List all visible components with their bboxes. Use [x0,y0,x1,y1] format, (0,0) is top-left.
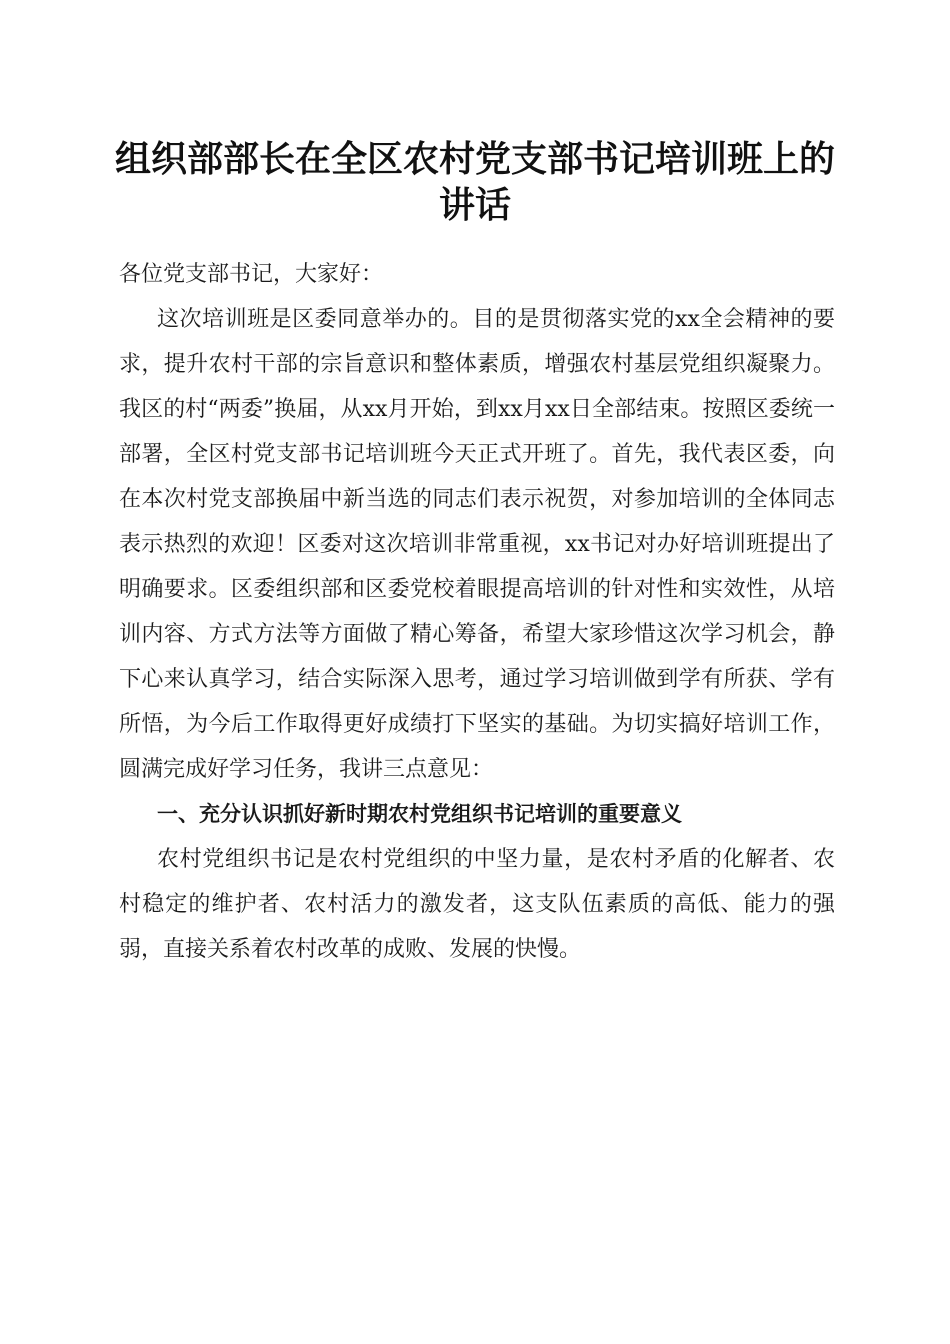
paragraph-intro: 这次培训班是区委同意举办的。目的是贯彻落实党的xx全会精神的要求，提升农村干部的宗旨意识和整体素质，增强农村基层党组织凝聚力。我区的村“两委”换届，从xx月开始，到xx月xx日全部结束。按照区委统一部署，全区村党支部书记培训班今天正式开班了。首先，我代表区委，向在本次村党支部换届中新当选的同志们表示祝贺，对参加培训的全体同志表示热烈的欢迎！区委对这次培训非常重视，xx书记对办好培训班提出了明确要求。区委组织部和区委党校着眼提高培训的针对性和实效性，从培训内容、方式方法等方面做了精心筹备，希望大家珍惜这次学习机会，静下心来认真学习，结合实际深入思考，通过学习培训做到学有所获、学有所悟，为今后工作取得更好成绩打下坚实的基础。为切实搞好培训工作，圆满完成好学习任务，我讲三点意见： [119,307,835,782]
salutation: 各位党支部书记，大家好： [119,262,384,287]
document-title: 组织部部长在全区农村党支部书记培训班上的讲话 [114,138,835,226]
section-heading-1: 一、充分认识抓好新时期农村党组织书记培训的重要意义 [157,802,682,826]
document-body [119,252,835,972]
paragraph-section-1: 农村党组织书记是农村党组织的中坚力量，是农村矛盾的化解者、农村稳定的维护者、农村活力的激发者，这支队伍素质的高低、能力的强弱，直接关系着农村改革的成败、发展的快慢。 [119,847,835,962]
